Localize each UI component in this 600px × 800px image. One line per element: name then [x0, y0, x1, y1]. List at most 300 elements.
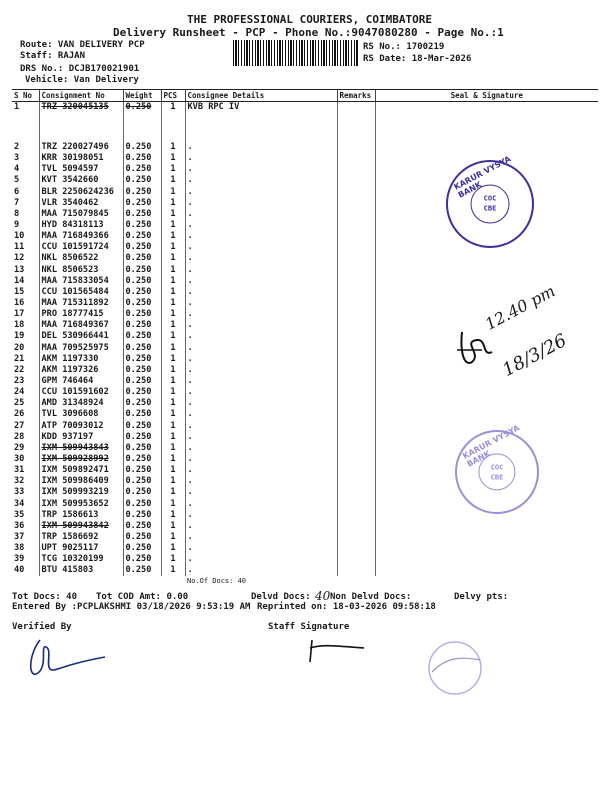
row-pcs: 1 [161, 354, 185, 365]
row-consignment: NKL 8506523 [39, 265, 123, 276]
row-weight: 0.250 [123, 102, 161, 143]
row-sno: 12 [14, 253, 25, 264]
row-seal [375, 554, 598, 565]
row-remarks [337, 309, 375, 320]
row-weight: 0.250 [123, 354, 161, 365]
row-consignment: BLR 2250624236 [39, 187, 123, 198]
row-weight: 0.250 [123, 499, 161, 510]
row-remarks [337, 102, 375, 143]
row-seal [375, 102, 598, 143]
no-of-docs: No.Of Docs: 40 [187, 577, 247, 585]
row-remarks [337, 432, 375, 443]
row-consignment: BTU 415803 [39, 565, 123, 576]
row-pcs: 1 [161, 309, 185, 320]
col-seal: Seal & Signature [375, 90, 598, 102]
row-consignee: . [185, 532, 337, 543]
delvy-pts: Delvy pts: [454, 592, 509, 602]
row-consignee: . [185, 354, 337, 365]
row-weight: 0.250 [123, 287, 161, 298]
row-remarks [337, 521, 375, 532]
row-weight: 0.250 [123, 187, 161, 198]
row-pcs: 1 [161, 432, 185, 443]
table-row [12, 398, 598, 409]
row-sno: 39 [14, 554, 25, 565]
route: Route: VAN DELIVERY PCP [20, 40, 145, 50]
row-weight: 0.250 [123, 231, 161, 242]
staff: Staff: RAJAN [20, 51, 86, 61]
row-weight: 0.250 [123, 365, 161, 376]
row-remarks [337, 175, 375, 186]
row-consignment: TVL 3096608 [39, 409, 123, 420]
row-remarks [337, 142, 375, 153]
row-consignee: . [185, 287, 337, 298]
row-weight: 0.250 [123, 543, 161, 554]
row-consignee: . [185, 465, 337, 476]
row-sno: 21 [14, 353, 25, 364]
row-consignment: CCU 101565484 [39, 287, 123, 298]
barcode [233, 40, 359, 66]
row-consignment: MAA 715079845 [39, 209, 123, 220]
row-sno: 1 [14, 102, 20, 112]
row-remarks [337, 443, 375, 454]
row-consignee: . [185, 175, 337, 186]
table-row [12, 409, 598, 420]
row-pcs: 1 [161, 365, 185, 376]
row-sno: 5 [14, 175, 20, 186]
row-pcs: 1 [161, 421, 185, 432]
col-pcs: PCS [161, 90, 185, 102]
row-seal [375, 387, 598, 398]
table-row [12, 142, 598, 153]
row-consignee: . [185, 409, 337, 420]
row-consignment: TRP 1586692 [39, 532, 123, 543]
row-consignee: . [185, 198, 337, 209]
row-remarks [337, 198, 375, 209]
table-row [12, 265, 598, 276]
vehicle: Vehicle: Van Delivery [25, 75, 139, 85]
row-sno: 13 [14, 264, 25, 275]
row-seal [375, 376, 598, 387]
row-consignee: KVB RPC IV [185, 102, 337, 143]
row-sno: 29 [14, 442, 25, 453]
row-sno: 25 [14, 398, 25, 409]
row-consignment: IXM 509986409 [39, 476, 123, 487]
row-consignment: TRZ 220027496 [39, 142, 123, 153]
row-sno: 26 [14, 409, 25, 420]
row-consignee: . [185, 331, 337, 342]
bank-stamp-1 [446, 154, 534, 248]
row-pcs: 1 [161, 565, 185, 576]
row-remarks [337, 532, 375, 543]
row-consignment: UPT 9025117 [39, 543, 123, 554]
row-pcs: 1 [161, 476, 185, 487]
table-row [12, 102, 598, 143]
row-sno: 14 [14, 275, 25, 286]
row-remarks [337, 365, 375, 376]
row-remarks [337, 265, 375, 276]
row-consignee: . [185, 521, 337, 532]
row-consignee: . [185, 309, 337, 320]
row-sno: 36 [14, 520, 25, 531]
row-seal [375, 521, 598, 532]
row-remarks [337, 187, 375, 198]
stamp2-cbe: CBE [490, 473, 504, 481]
row-seal [375, 421, 598, 432]
row-remarks [337, 554, 375, 565]
row-seal [375, 409, 598, 420]
row-seal [375, 265, 598, 276]
col-consignee: Consignee Details [185, 90, 337, 102]
row-consignee: . [185, 276, 337, 287]
drs-no: DRS No.: DCJB170021901 [20, 64, 140, 74]
row-weight: 0.250 [123, 276, 161, 287]
row-remarks [337, 476, 375, 487]
row-remarks [337, 487, 375, 498]
row-sno: 28 [14, 431, 25, 442]
row-weight: 0.250 [123, 421, 161, 432]
row-weight: 0.250 [123, 331, 161, 342]
row-pcs: 1 [161, 543, 185, 554]
row-weight: 0.250 [123, 253, 161, 264]
row-seal [375, 253, 598, 264]
row-consignment: CCU 101591724 [39, 242, 123, 253]
row-pcs: 1 [161, 409, 185, 420]
row-consignment: TRZ 320045135 [39, 102, 123, 143]
row-consignee: . [185, 543, 337, 554]
row-pcs: 1 [161, 376, 185, 387]
row-consignment: VLR 3540462 [39, 198, 123, 209]
row-consignment: CCU 101591602 [39, 387, 123, 398]
row-sno: 38 [14, 543, 25, 554]
row-consignment: TVL 5094597 [39, 164, 123, 175]
bank-stamp-text: KARUR VYSYA BANK [452, 154, 513, 200]
row-remarks [337, 565, 375, 576]
row-consignment: ATP 70093012 [39, 421, 123, 432]
verified-signature [20, 635, 115, 685]
row-pcs: 1 [161, 298, 185, 309]
row-consignment: KRR 30198051 [39, 153, 123, 164]
row-sno: 33 [14, 487, 25, 498]
row-remarks [337, 209, 375, 220]
row-pcs: 1 [161, 187, 185, 198]
row-pcs: 1 [161, 487, 185, 498]
row-weight: 0.250 [123, 465, 161, 476]
row-consignment: KDD 937197 [39, 432, 123, 443]
company-title: THE PROFESSIONAL COURIERS, COIMBATORE [187, 13, 433, 26]
row-consignment: TRP 1586613 [39, 510, 123, 521]
row-weight: 0.250 [123, 198, 161, 209]
row-pcs: 1 [161, 499, 185, 510]
row-weight: 0.250 [123, 387, 161, 398]
stamp-coc: COC [483, 194, 497, 203]
table-row [12, 276, 598, 287]
row-sno: 6 [14, 186, 20, 197]
row-consignment: IXM 509892471 [39, 465, 123, 476]
row-remarks [337, 343, 375, 354]
faded-stamp-signature [420, 638, 490, 698]
row-remarks [337, 510, 375, 521]
col-remarks: Remarks [337, 90, 375, 102]
row-pcs: 1 [161, 521, 185, 532]
row-weight: 0.250 [123, 454, 161, 465]
table-row [12, 565, 598, 576]
staff-signature [302, 638, 372, 668]
row-pcs: 1 [161, 209, 185, 220]
row-pcs: 1 [161, 253, 185, 264]
row-consignee: . [185, 320, 337, 331]
row-consignee: . [185, 443, 337, 454]
row-consignee: . [185, 510, 337, 521]
row-remarks [337, 298, 375, 309]
verified-by: Verified By [12, 622, 72, 632]
row-remarks [337, 543, 375, 554]
row-consignment: IXM 509943842 [39, 521, 123, 532]
row-consignment: MAA 716849366 [39, 231, 123, 242]
row-remarks [337, 231, 375, 242]
row-sno: 23 [14, 376, 25, 387]
row-seal [375, 565, 598, 576]
row-seal [375, 298, 598, 309]
row-consignee: . [185, 220, 337, 231]
row-weight: 0.250 [123, 376, 161, 387]
bank-stamp-2 [455, 423, 539, 514]
row-consignee: . [185, 298, 337, 309]
row-pcs: 1 [161, 387, 185, 398]
row-remarks [337, 499, 375, 510]
row-sno: 31 [14, 465, 25, 476]
row-consignment: KVT 3542660 [39, 175, 123, 186]
row-consignee: . [185, 432, 337, 443]
row-consignee: . [185, 231, 337, 242]
row-pcs: 1 [161, 242, 185, 253]
tot-docs: Tot Docs: 40 [12, 592, 78, 602]
staff-signature-label: Staff Signature [268, 622, 350, 632]
row-remarks [337, 287, 375, 298]
row-weight: 0.250 [123, 142, 161, 153]
handwritten-time: 12.40 pm [482, 281, 559, 334]
row-remarks [337, 376, 375, 387]
row-remarks [337, 465, 375, 476]
row-consignee: . [185, 343, 337, 354]
row-consignee: . [185, 142, 337, 153]
row-weight: 0.250 [123, 521, 161, 532]
row-sno: 4 [14, 164, 20, 175]
row-sno: 40 [14, 565, 25, 576]
row-consignee: . [185, 387, 337, 398]
row-remarks [337, 409, 375, 420]
table-row [12, 287, 598, 298]
row-sno: 30 [14, 454, 25, 464]
row-sno: 27 [14, 420, 25, 431]
delvd-docs-handwritten: 40 [315, 589, 331, 603]
row-consignment: MAA 715311892 [39, 298, 123, 309]
row-pcs: 1 [161, 198, 185, 209]
row-consignment: NKL 8506522 [39, 253, 123, 264]
row-remarks [337, 276, 375, 287]
row-sno: 11 [14, 242, 25, 253]
row-consignment: PRO 18777415 [39, 309, 123, 320]
table-header-row [12, 90, 598, 102]
row-seal [375, 532, 598, 543]
row-remarks [337, 242, 375, 253]
row-consignee: . [185, 365, 337, 376]
col-consignment: Consignment No [39, 90, 123, 102]
row-remarks [337, 164, 375, 175]
row-weight: 0.250 [123, 398, 161, 409]
row-weight: 0.250 [123, 343, 161, 354]
row-remarks [337, 331, 375, 342]
row-weight: 0.250 [123, 309, 161, 320]
row-consignee: . [185, 487, 337, 498]
row-pcs: 1 [161, 331, 185, 342]
row-consignment: AMD 31348924 [39, 398, 123, 409]
table-row [12, 521, 598, 532]
row-consignee: . [185, 376, 337, 387]
tot-cod: Tot COD Amt: 0.00 [96, 592, 189, 602]
row-weight: 0.250 [123, 510, 161, 521]
row-weight: 0.250 [123, 532, 161, 543]
row-weight: 0.250 [123, 432, 161, 443]
row-pcs: 1 [161, 142, 185, 153]
row-pcs: 1 [161, 532, 185, 543]
handwritten-date: 18/3/26 [499, 329, 571, 382]
row-sno: 20 [14, 342, 25, 353]
stamp-cbe: CBE [483, 204, 497, 213]
row-sno: 35 [14, 509, 25, 520]
row-weight: 0.250 [123, 476, 161, 487]
row-sno: 24 [14, 387, 25, 398]
row-sno: 7 [14, 197, 20, 208]
row-remarks [337, 354, 375, 365]
row-pcs: 1 [161, 175, 185, 186]
row-pcs: 1 [161, 398, 185, 409]
table-row [12, 343, 598, 354]
row-sno: 9 [14, 220, 20, 231]
table-row [12, 242, 598, 253]
row-pcs: 1 [161, 443, 185, 454]
row-consignment: MAA 709525975 [39, 343, 123, 354]
row-consignment: MAA 716849367 [39, 320, 123, 331]
row-seal [375, 287, 598, 298]
row-weight: 0.250 [123, 487, 161, 498]
row-consignee: . [185, 565, 337, 576]
table-row [12, 331, 598, 342]
row-remarks [337, 398, 375, 409]
row-consignee: . [185, 187, 337, 198]
row-consignee: . [185, 209, 337, 220]
rs-no: RS No.: 1700219 [363, 42, 445, 52]
row-consignment: IXM 509928992 [39, 454, 123, 465]
row-sno: 18 [14, 320, 25, 331]
col-sno: S No [12, 90, 39, 102]
table-row [12, 532, 598, 543]
row-seal [375, 398, 598, 409]
row-consignment: MAA 715833054 [39, 276, 123, 287]
row-weight: 0.250 [123, 409, 161, 420]
row-pcs: 1 [161, 554, 185, 565]
row-pcs: 1 [161, 320, 185, 331]
row-sno: 32 [14, 476, 25, 487]
row-consignment: DEL 530966441 [39, 331, 123, 342]
row-pcs: 1 [161, 153, 185, 164]
non-delvd-docs: Non Delvd Docs: [330, 592, 412, 602]
row-consignee: . [185, 454, 337, 465]
reprinted-on: Reprinted on: 18-03-2026 09:58:18 [257, 602, 436, 612]
row-consignee: . [185, 153, 337, 164]
row-remarks [337, 253, 375, 264]
row-sno: 37 [14, 531, 25, 542]
row-consignee: . [185, 242, 337, 253]
row-consignment: IXM 509993219 [39, 487, 123, 498]
row-sno: 17 [14, 309, 25, 320]
row-weight: 0.250 [123, 153, 161, 164]
row-consignee: . [185, 476, 337, 487]
row-consignment: GPM 746464 [39, 376, 123, 387]
row-consignment: AKM 1197326 [39, 365, 123, 376]
row-remarks [337, 387, 375, 398]
row-sno: 8 [14, 208, 20, 219]
row-pcs: 1 [161, 164, 185, 175]
bank-stamp-2-text: KARUR VYSYA BANK [461, 423, 522, 469]
row-sno: 22 [14, 364, 25, 375]
row-sno: 3 [14, 153, 20, 164]
row-seal [375, 276, 598, 287]
row-weight: 0.250 [123, 164, 161, 175]
stamp2-coc: COC [490, 463, 504, 471]
row-pcs: 1 [161, 343, 185, 354]
row-consignee: . [185, 554, 337, 565]
row-remarks [337, 153, 375, 164]
table-row [12, 253, 598, 264]
row-remarks [337, 454, 375, 465]
entered-by: Entered By :PCPLAKSHMI 03/18/2026 9:53:19 AM [12, 602, 251, 612]
row-consignment: HYD 84318113 [39, 220, 123, 231]
row-consignee: . [185, 265, 337, 276]
row-consignee: . [185, 164, 337, 175]
row-weight: 0.250 [123, 220, 161, 231]
rs-date: RS Date: 18-Mar-2026 [363, 54, 472, 64]
row-consignee: . [185, 253, 337, 264]
row-remarks [337, 220, 375, 231]
row-weight: 0.250 [123, 265, 161, 276]
row-pcs: 1 [161, 287, 185, 298]
row-sno: 19 [14, 331, 25, 342]
table-row [12, 543, 598, 554]
runsheet-subtitle: Delivery Runsheet - PCP - Phone No.:9047080280 - Page No.:1 [113, 26, 504, 39]
row-pcs: 1 [161, 276, 185, 287]
row-sno: 10 [14, 231, 25, 242]
row-sno: 15 [14, 286, 25, 297]
row-weight: 0.250 [123, 175, 161, 186]
table-row [12, 387, 598, 398]
row-seal [375, 543, 598, 554]
row-pcs: 1 [161, 454, 185, 465]
col-weight: Weight [123, 90, 161, 102]
delvd-docs: Delvd Docs: [251, 592, 311, 602]
row-consignee: . [185, 421, 337, 432]
row-pcs: 1 [161, 510, 185, 521]
row-weight: 0.250 [123, 320, 161, 331]
row-remarks [337, 421, 375, 432]
row-sno: 34 [14, 498, 25, 509]
row-consignee: . [185, 398, 337, 409]
table-row [12, 554, 598, 565]
row-pcs: 1 [161, 231, 185, 242]
row-weight: 0.250 [123, 209, 161, 220]
row-consignment: TCG 10320199 [39, 554, 123, 565]
row-remarks [337, 320, 375, 331]
row-weight: 0.250 [123, 443, 161, 454]
